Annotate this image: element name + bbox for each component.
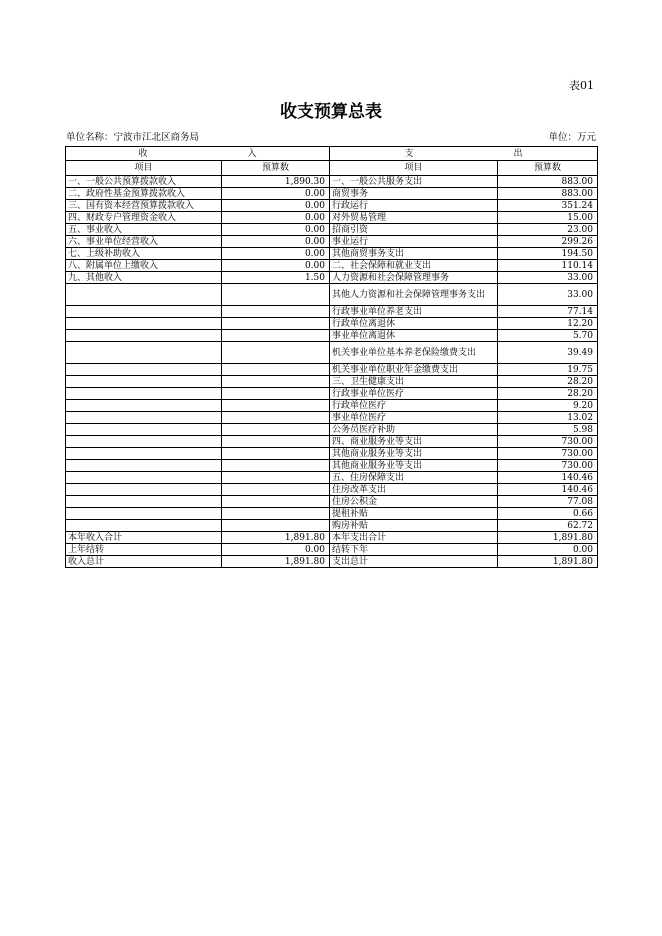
expense-item-cell: 事业运行 <box>330 236 498 248</box>
expense-item-cell: 人力资源和社会保障管理事务 <box>330 272 498 284</box>
expense-value-cell: 33.00 <box>498 284 598 306</box>
table-row <box>66 520 598 532</box>
expense-value-cell: 33.00 <box>498 272 598 284</box>
income-item-cell <box>66 436 222 448</box>
expense-item-cell: 其他商业服务业等支出 <box>330 448 498 460</box>
table-row <box>66 330 598 342</box>
expense-value-cell: 0.00 <box>498 544 598 556</box>
table-row <box>66 364 598 376</box>
expense-item-cell: 其他人力资源和社会保障管理事务支出 <box>330 284 498 306</box>
income-value-cell <box>222 400 330 412</box>
table-row <box>66 284 598 306</box>
table-row <box>66 236 598 248</box>
income-item-cell <box>66 412 222 424</box>
income-item-cell <box>66 472 222 484</box>
income-item-cell <box>66 318 222 330</box>
income-item-cell <box>66 520 222 532</box>
table-row <box>66 388 598 400</box>
income-value-cell: 0.00 <box>222 188 330 200</box>
table-row <box>66 496 598 508</box>
expense-item-cell: 购房补贴 <box>330 520 498 532</box>
expense-value-cell: 5.70 <box>498 330 598 342</box>
expense-item-cell: 行政事业单位医疗 <box>330 388 498 400</box>
table-row <box>66 176 598 188</box>
income-value-cell <box>222 496 330 508</box>
income-value-cell <box>222 284 330 306</box>
income-item-cell: 三、国有资本经营预算拨款收入 <box>66 200 222 212</box>
income-item-cell: 八、附属单位上缴收入 <box>66 260 222 272</box>
table-row <box>66 212 598 224</box>
expense-value-cell: 883.00 <box>498 188 598 200</box>
expense-item-cell: 事业单位离退休 <box>330 330 498 342</box>
expense-value-cell: 1,891.80 <box>498 556 598 568</box>
expense-value-cell: 730.00 <box>498 448 598 460</box>
income-header: 收 入 <box>66 147 330 161</box>
expense-item-cell: 行政单位离退休 <box>330 318 498 330</box>
income-item-cell: 本年收入合计 <box>66 532 222 544</box>
expense-value-cell: 110.14 <box>498 260 598 272</box>
unit-label: 单位：万元 <box>548 132 596 143</box>
income-item-cell <box>66 330 222 342</box>
expense-budget-header: 预算数 <box>498 161 598 176</box>
expense-header: 支 出 <box>330 147 598 161</box>
income-value-cell <box>222 376 330 388</box>
expense-item-cell: 行政事业单位养老支出 <box>330 306 498 318</box>
expense-value-cell: 299.26 <box>498 236 598 248</box>
table-row <box>66 472 598 484</box>
expense-value-cell: 62.72 <box>498 520 598 532</box>
expense-value-cell: 13.02 <box>498 412 598 424</box>
expense-item-cell: 行政运行 <box>330 200 498 212</box>
income-item-cell <box>66 364 222 376</box>
table-row <box>66 260 598 272</box>
expense-item-cell: 商贸事务 <box>330 188 498 200</box>
table-row <box>66 448 598 460</box>
income-value-cell <box>222 436 330 448</box>
income-value-cell <box>222 424 330 436</box>
table-row <box>66 532 598 544</box>
expense-value-cell: 39.49 <box>498 342 598 364</box>
income-item-cell <box>66 460 222 472</box>
table-row <box>66 460 598 472</box>
unit-name: 单位名称：宁波市江北区商务局 <box>66 132 200 143</box>
income-item-cell <box>66 424 222 436</box>
income-item-cell: 四、财政专户管理资金收入 <box>66 212 222 224</box>
expense-value-cell: 140.46 <box>498 484 598 496</box>
expense-item-cell: 行政单位医疗 <box>330 400 498 412</box>
income-item-cell <box>66 376 222 388</box>
income-item-cell <box>66 342 222 364</box>
income-value-cell <box>222 388 330 400</box>
expense-item-cell: 公务员医疗补助 <box>330 424 498 436</box>
income-item-cell <box>66 484 222 496</box>
income-value-cell: 0.00 <box>222 224 330 236</box>
table-row <box>66 424 598 436</box>
income-item-cell <box>66 306 222 318</box>
income-value-cell <box>222 364 330 376</box>
income-value-cell <box>222 306 330 318</box>
expense-value-cell: 9.20 <box>498 400 598 412</box>
income-value-cell <box>222 520 330 532</box>
income-item-cell <box>66 400 222 412</box>
income-item-cell: 七、上级补助收入 <box>66 248 222 260</box>
expense-item-cell: 四、商业服务业等支出 <box>330 436 498 448</box>
expense-value-cell: 351.24 <box>498 200 598 212</box>
expense-item-cell: 住房公积金 <box>330 496 498 508</box>
expense-item-cell: 本年支出合计 <box>330 532 498 544</box>
income-value-cell <box>222 484 330 496</box>
income-value-cell: 0.00 <box>222 544 330 556</box>
income-value-cell <box>222 342 330 364</box>
expense-value-cell: 140.46 <box>498 472 598 484</box>
income-value-cell <box>222 508 330 520</box>
income-item-cell <box>66 448 222 460</box>
expense-item-cell: 住房改革支出 <box>330 484 498 496</box>
income-value-cell <box>222 460 330 472</box>
expense-value-cell: 730.00 <box>498 436 598 448</box>
table-row <box>66 224 598 236</box>
expense-item-cell: 二、社会保障和就业支出 <box>330 260 498 272</box>
income-item-cell: 上年结转 <box>66 544 222 556</box>
table-row <box>66 342 598 364</box>
expense-value-cell: 23.00 <box>498 224 598 236</box>
table-row <box>66 272 598 284</box>
income-value-cell: 0.00 <box>222 200 330 212</box>
income-item-cell: 二、政府性基金预算拨款收入 <box>66 188 222 200</box>
income-item-cell <box>66 496 222 508</box>
income-value-cell <box>222 318 330 330</box>
expense-value-cell: 194.50 <box>498 248 598 260</box>
expense-value-cell: 12.20 <box>498 318 598 330</box>
income-value-cell <box>222 472 330 484</box>
income-item-cell <box>66 508 222 520</box>
budget-table <box>65 146 598 568</box>
expense-value-cell: 77.08 <box>498 496 598 508</box>
table-row <box>66 412 598 424</box>
table-row <box>66 544 598 556</box>
expense-item-cell: 对外贸易管理 <box>330 212 498 224</box>
table-row <box>66 318 598 330</box>
table-row <box>66 188 598 200</box>
expense-value-cell: 19.75 <box>498 364 598 376</box>
income-value-cell: 0.00 <box>222 248 330 260</box>
table-header-row-2 <box>66 161 598 176</box>
expense-value-cell: 730.00 <box>498 460 598 472</box>
expense-item-cell: 其他商业服务业等支出 <box>330 460 498 472</box>
expense-item-cell: 事业单位医疗 <box>330 412 498 424</box>
income-item-cell: 五、事业收入 <box>66 224 222 236</box>
income-value-cell <box>222 448 330 460</box>
expense-value-cell: 0.66 <box>498 508 598 520</box>
table-row <box>66 508 598 520</box>
expense-item-cell: 机关事业单位职业年金缴费支出 <box>330 364 498 376</box>
table-row <box>66 436 598 448</box>
table-row <box>66 484 598 496</box>
income-item-cell: 六、事业单位经营收入 <box>66 236 222 248</box>
table-row <box>66 556 598 568</box>
table-number: 表01 <box>569 79 594 92</box>
expense-item-cell: 结转下年 <box>330 544 498 556</box>
expense-item-cell: 其他商贸事务支出 <box>330 248 498 260</box>
expense-item-cell: 支出总计 <box>330 556 498 568</box>
table-row <box>66 306 598 318</box>
table-row <box>66 376 598 388</box>
income-value-cell: 1,891.80 <box>222 532 330 544</box>
income-value-cell: 0.00 <box>222 212 330 224</box>
table-row <box>66 248 598 260</box>
expense-value-cell: 5.98 <box>498 424 598 436</box>
expense-item-cell: 五、住房保障支出 <box>330 472 498 484</box>
expense-item-cell: 三、卫生健康支出 <box>330 376 498 388</box>
income-item-cell <box>66 284 222 306</box>
expense-item-cell: 提租补贴 <box>330 508 498 520</box>
expense-value-cell: 1,891.80 <box>498 532 598 544</box>
expense-item-cell: 一、一般公共服务支出 <box>330 176 498 188</box>
income-value-cell: 0.00 <box>222 260 330 272</box>
expense-value-cell: 28.20 <box>498 376 598 388</box>
income-value-cell: 0.00 <box>222 236 330 248</box>
expense-item-cell: 招商引资 <box>330 224 498 236</box>
expense-value-cell: 28.20 <box>498 388 598 400</box>
income-item-cell: 九、其他收入 <box>66 272 222 284</box>
income-value-cell: 1,891.80 <box>222 556 330 568</box>
table-header-row-1 <box>66 147 598 161</box>
expense-item-header: 项目 <box>330 161 498 176</box>
table-row <box>66 200 598 212</box>
expense-value-cell: 883.00 <box>498 176 598 188</box>
income-budget-header: 预算数 <box>222 161 330 176</box>
expense-value-cell: 77.14 <box>498 306 598 318</box>
income-item-cell: 一、一般公共预算拨款收入 <box>66 176 222 188</box>
page-title: 收支预算总表 <box>280 102 382 122</box>
income-item-cell: 收入总计 <box>66 556 222 568</box>
income-value-cell <box>222 330 330 342</box>
income-value-cell <box>222 412 330 424</box>
table-row <box>66 400 598 412</box>
income-value-cell: 1.50 <box>222 272 330 284</box>
income-item-header: 项目 <box>66 161 222 176</box>
income-value-cell: 1,890.30 <box>222 176 330 188</box>
income-item-cell <box>66 388 222 400</box>
expense-item-cell: 机关事业单位基本养老保险缴费支出 <box>330 342 498 364</box>
expense-value-cell: 15.00 <box>498 212 598 224</box>
